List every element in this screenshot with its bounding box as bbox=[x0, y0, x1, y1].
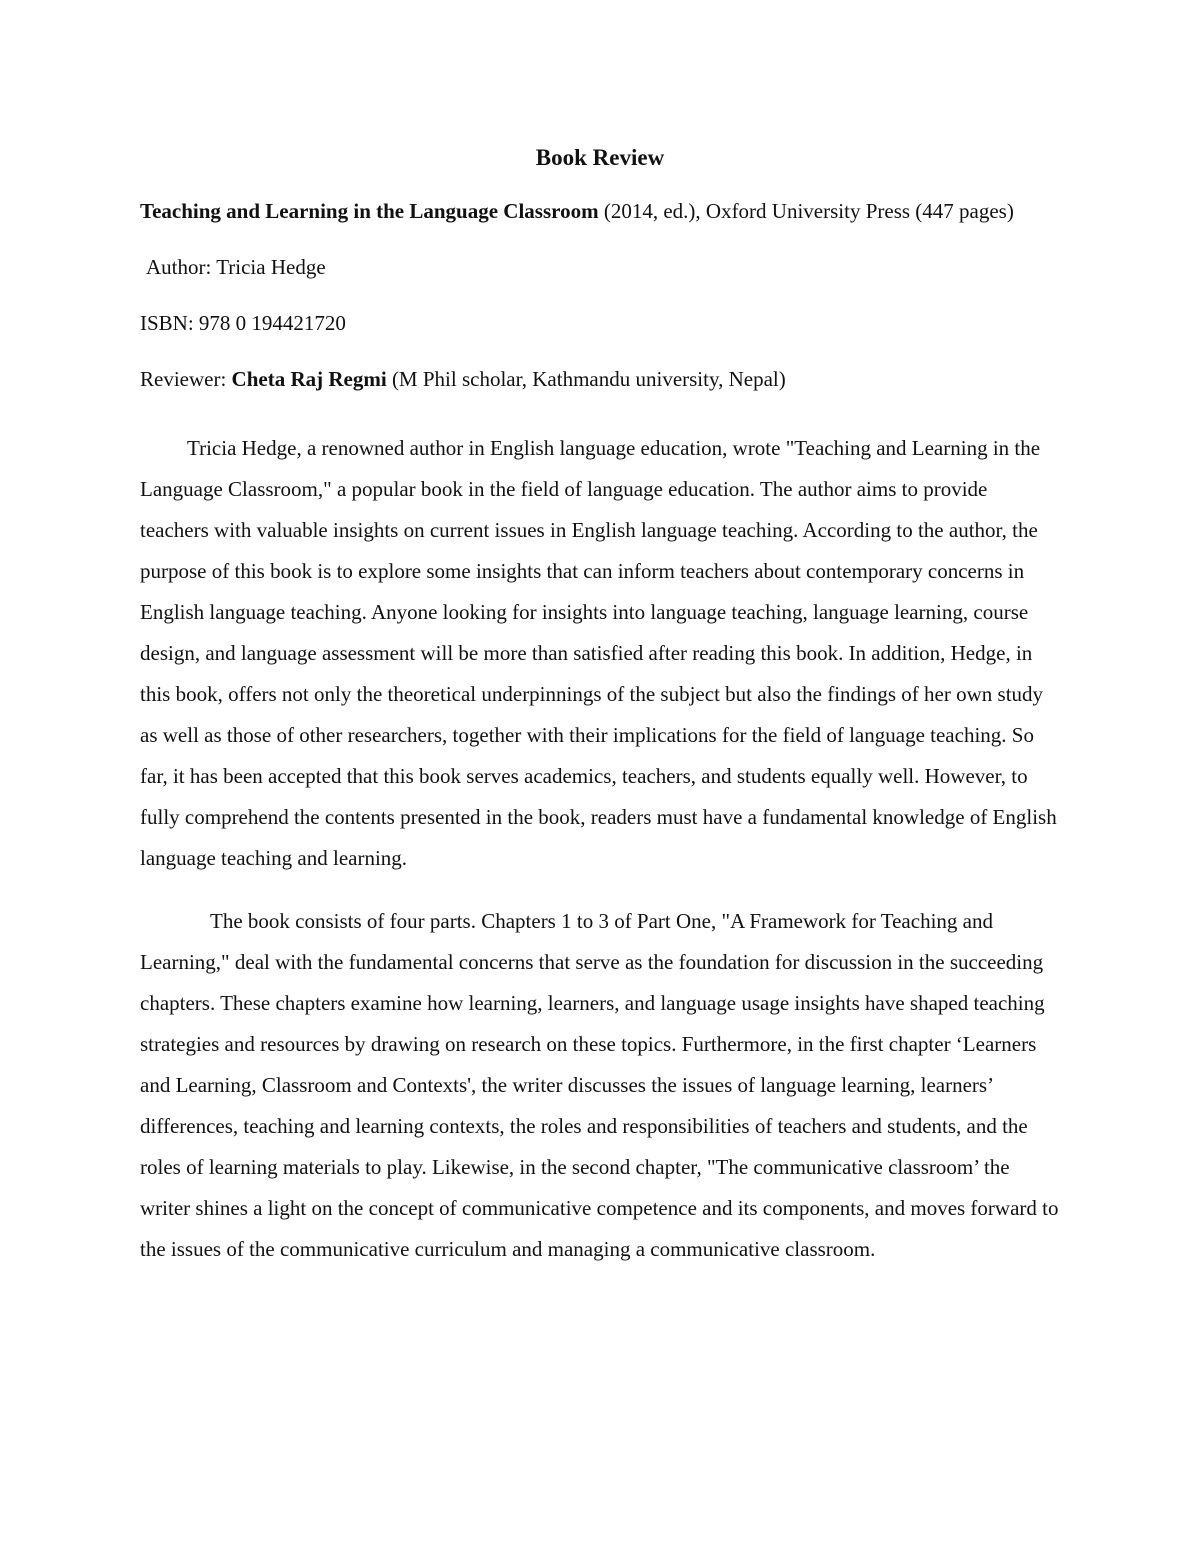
book-title: Teaching and Learning in the Language Classroom bbox=[140, 199, 599, 223]
document-body bbox=[140, 140, 1060, 1270]
reviewer-label: Reviewer: bbox=[140, 367, 232, 391]
author-line: Author: Tricia Hedge bbox=[146, 255, 326, 279]
book-citation bbox=[140, 191, 1060, 232]
body-paragraph-1: Tricia Hedge, a renowned author in English language education, wrote "Teaching and Learning in the Language Classroom," a popular book in the field of language education. The author aims to provide teachers with valuable insights on current issues in English language teaching. According to the author, the purpose of this book is to explore some insights that can inform teachers about contemporary concerns in English language teaching. Anyone looking for insights into language teaching, language learning, course design, and language assessment will be more than satisfied after reading this book. In addition, Hedge, in this book, offers not only the theoretical underpinnings of the subject but also the findings of her own study as well as those of other researchers, together with their implications for the field of language teaching. So far, it has been accepted that this book serves academics, teachers, and students equally well. However, to fully comprehend the contents presented in the book, readers must have a fundamental knowledge of English language teaching and learning. bbox=[140, 436, 1057, 870]
book-details: (2014, ed.), Oxford University Press (447 pages) bbox=[598, 199, 1014, 223]
isbn-line: ISBN: 978 0 194421720 bbox=[140, 311, 346, 335]
reviewer-name: Cheta Raj Regmi bbox=[231, 367, 387, 391]
body-paragraph-2: The book consists of four parts. Chapters 1 to 3 of Part One, "A Framework for Teaching and Learning," deal with the fundamental concerns that serve as the foundation for discussion in the succeeding chapters. These chapters examine how learning, learners, and language usage insights have shaped teaching strategies and resources by drawing on research on these topics. Furthermore, in the first chapter ‘Learners and Learning, Classroom and Contexts', the writer discusses the issues of language learning, learners’ differences, teaching and learning contexts, the roles and responsibilities of teachers and students, and the roles of learning materials to play. Likewise, in the second chapter, "The communicative classroom’ the writer shines a light on the concept of communicative competence and its components, and moves forward to the issues of the communicative curriculum and managing a communicative classroom. bbox=[140, 909, 1059, 1261]
reviewer-affiliation: (M Phil scholar, Kathmandu university, Nepal) bbox=[386, 367, 786, 391]
page-title: Book Review bbox=[535, 145, 665, 170]
reviewer-line bbox=[140, 359, 1060, 400]
